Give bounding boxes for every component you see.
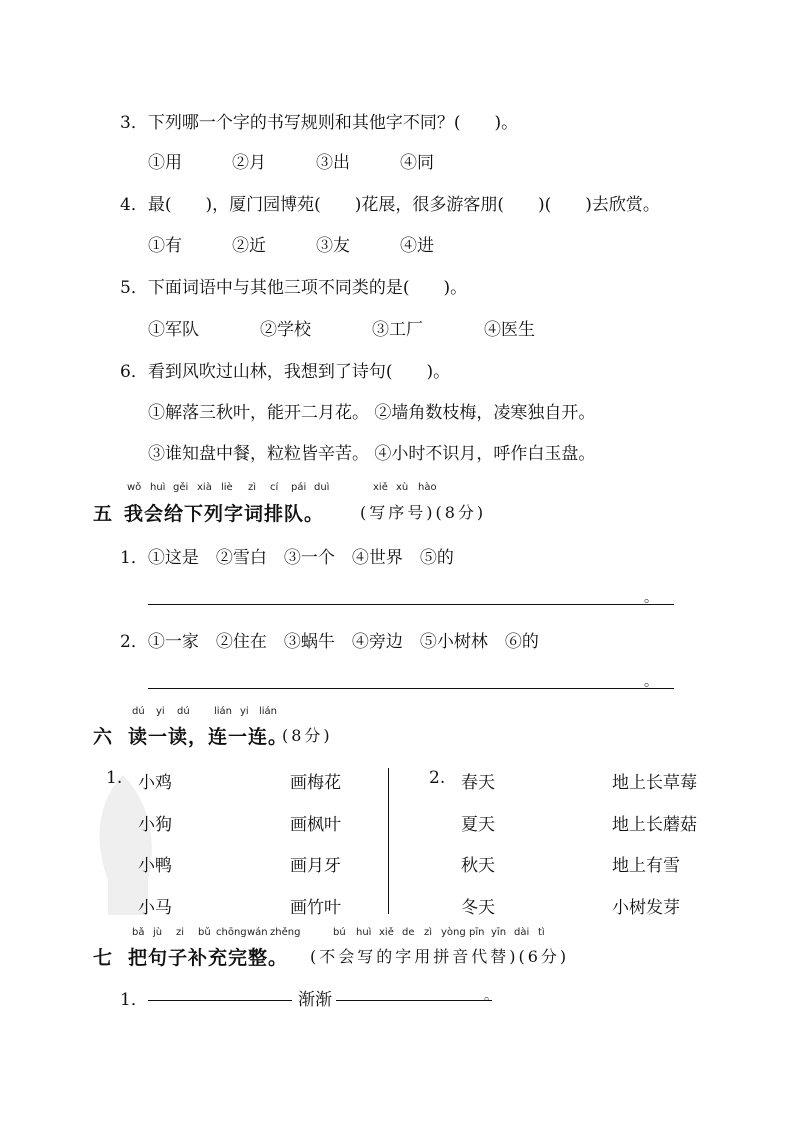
sec6-left1-item-2[interactable]: 小狗: [138, 815, 172, 835]
sec5-pinyin-8: pái: [291, 482, 307, 493]
sec7-pinyin-2: jù: [153, 927, 163, 938]
sec6-left1-item-4[interactable]: 小马: [138, 898, 172, 918]
sec5-title: 我会给下列字词排队。: [124, 503, 325, 525]
sec7-pinyin-16: dài: [514, 927, 530, 938]
sec6-left1-item-3[interactable]: 小鸭: [138, 856, 172, 876]
sec5-answer-line-1[interactable]: [148, 604, 674, 605]
sec7-title: 把句子补充完整。: [128, 947, 289, 969]
q4-option-1: ①有: [148, 236, 182, 256]
sec6-pinyin-3: dú: [177, 706, 190, 717]
sec7-pinyin-6: wán: [247, 927, 268, 938]
sec6-right1-item-1[interactable]: 画梅花: [290, 773, 341, 793]
sec7-pinyin-4: bǔ: [198, 927, 211, 938]
q4-stem: 4．最( )，厦门园博苑( )花展，很多游客朋( )( )去欣赏。: [120, 195, 660, 215]
sec5-pinyin-2: huì: [150, 482, 166, 493]
sec5-item-1: 1．①这是 ②雪白 ③一个 ④世界 ⑤的: [120, 548, 454, 568]
sec5-period-2: 。: [644, 674, 658, 690]
sec6-right2-item-4[interactable]: 小树发芽: [612, 898, 680, 918]
q3-option-2: ②月: [232, 153, 266, 173]
sec6-right1-item-2[interactable]: 画枫叶: [290, 815, 341, 835]
sec6-pinyin-1: dú: [132, 706, 145, 717]
q5-option-4: ④医生: [484, 320, 535, 340]
sec7-pinyin-15: yīn: [491, 927, 507, 938]
sec5-item-2: 2．①一家 ②住在 ③蜗牛 ④旁边 ⑤小树林 ⑥的: [120, 632, 539, 652]
sec7-pinyin-11: de: [402, 927, 415, 938]
q3-option-3: ③出: [316, 153, 350, 173]
q5-option-1: ①军队: [148, 320, 199, 340]
sec5-label: 五: [93, 503, 113, 525]
sec7-pinyin-5: chōng: [216, 927, 247, 938]
q3-option-4: ④同: [400, 153, 434, 173]
q5-option-2: ②学校: [260, 320, 311, 340]
sec5-pinyin-6: zì: [248, 482, 257, 493]
sec7-item-1-text: 渐渐: [298, 990, 332, 1010]
sec6-group-2-number: 2.: [429, 768, 446, 788]
sec7-pinyin-3: zi: [176, 927, 185, 938]
sec7-period: 。: [484, 988, 498, 1004]
sec7-pinyin-10: xiě: [379, 927, 394, 938]
sec5-pinyin-11: xù: [396, 482, 409, 493]
sec5-pinyin-9: duì: [314, 482, 330, 493]
sec7-label: 七: [93, 947, 113, 969]
sec7-pinyin-13: yòng: [441, 927, 466, 938]
sec6-group-1-number: 1.: [106, 768, 123, 788]
q6-options-line-1: ①解落三秋叶，能开二月花。 ②墙角数枝梅，凌寒独自开。: [148, 403, 596, 423]
sec5-pinyin-7: cí: [270, 482, 279, 493]
sec6-left2-item-1[interactable]: 春天: [461, 773, 495, 793]
sec7-blank-2[interactable]: [336, 1000, 492, 1001]
sec7-pinyin-7: zhěng: [270, 927, 301, 938]
sec5-pinyin-3: gěi: [173, 482, 189, 493]
sec6-left2-item-2[interactable]: 夏天: [461, 815, 495, 835]
sec6-note: (8分): [282, 726, 333, 745]
sec5-pinyin-10: xiě: [373, 482, 388, 493]
sec5-note: (写序号)(8分): [360, 503, 487, 522]
sec5-pinyin-1: wǒ: [127, 482, 142, 493]
sec7-blank-1[interactable]: [148, 1000, 292, 1001]
sec7-item-1-number: 1．: [120, 990, 148, 1010]
sec6-pinyin-5: yi: [240, 706, 249, 717]
q6-options-line-2: ③谁知盘中餐，粒粒皆辛苦。 ④小时不识月，呼作白玉盘。: [148, 444, 596, 464]
sec6-right1-item-4[interactable]: 画竹叶: [290, 898, 341, 918]
sec5-pinyin-5: liè: [221, 482, 233, 493]
sec7-pinyin-1: bǎ: [132, 927, 145, 938]
sec7-pinyin-8: bú: [333, 927, 346, 938]
sec6-pinyin-2: yi: [156, 706, 165, 717]
sec7-pinyin-12: zì: [424, 927, 433, 938]
q4-option-4: ④进: [400, 236, 434, 256]
sec6-pinyin-4: lián: [214, 706, 233, 717]
sec6-column-divider: [388, 768, 389, 914]
sec5-period-1: 。: [644, 590, 658, 606]
sec6-left1-item-1[interactable]: 小鸡: [138, 773, 172, 793]
sec5-answer-line-2[interactable]: [148, 688, 674, 689]
q3-stem: 3．下列哪一个字的书写规则和其他字不同？( )。: [120, 113, 519, 133]
sec6-right2-item-2[interactable]: 地上长蘑菇: [612, 815, 697, 835]
q4-option-2: ②近: [232, 236, 266, 256]
sec6-title: 读一读，连一连。: [128, 726, 289, 748]
sec6-left2-item-4[interactable]: 冬天: [461, 898, 495, 918]
sec7-pinyin-14: pīn: [469, 927, 485, 938]
sec5-pinyin-12: hào: [418, 482, 437, 493]
q4-option-3: ③友: [316, 236, 350, 256]
sec6-left2-item-3[interactable]: 秋天: [461, 856, 495, 876]
sec7-pinyin-9: huì: [356, 927, 372, 938]
q6-stem: 6．看到风吹过山林，我想到了诗句( )。: [120, 362, 451, 382]
q5-option-3: ③工厂: [372, 320, 423, 340]
sec6-label: 六: [93, 726, 113, 748]
sec7-note: (不会写的字用拼音代替)(6分): [310, 947, 570, 966]
sec6-right2-item-1[interactable]: 地上长草莓: [612, 773, 697, 793]
sec6-pinyin-6: lián: [259, 706, 278, 717]
sec5-pinyin-4: xià: [197, 482, 212, 493]
sec7-pinyin-17: tì: [538, 927, 545, 938]
sec6-right1-item-3[interactable]: 画月牙: [290, 856, 341, 876]
q3-option-1: ①用: [148, 153, 182, 173]
q5-stem: 5．下面词语中与其他三项不同类的是( )。: [120, 278, 468, 298]
sec6-right2-item-3[interactable]: 地上有雪: [612, 856, 680, 876]
